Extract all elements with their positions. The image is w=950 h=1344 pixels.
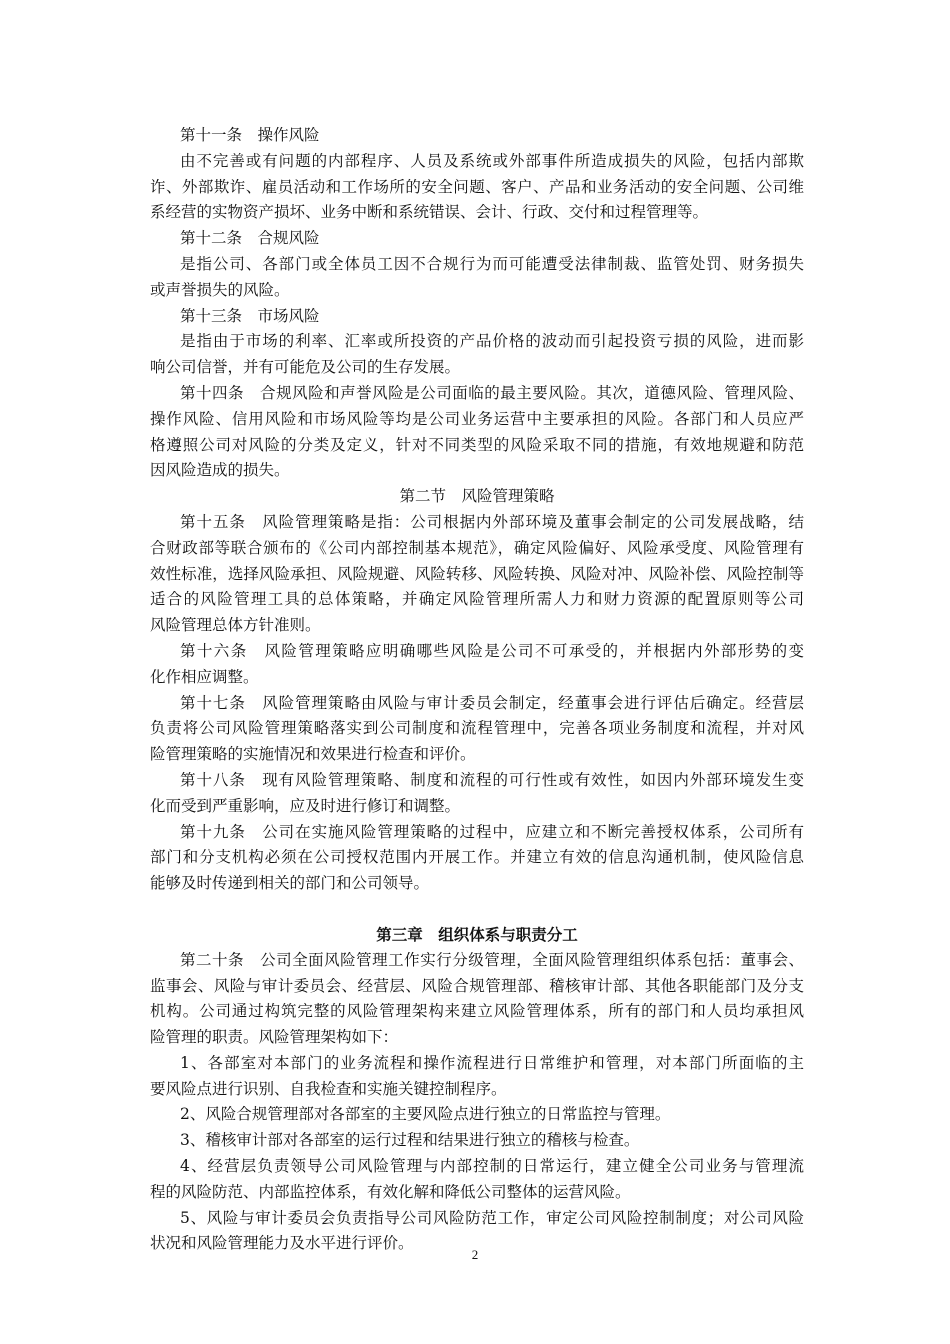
- paragraph-line: 第二十条 公司全面风险管理工作实行分级管理，全面风险管理组织体系包括：董事会、: [180, 950, 804, 969]
- paragraph-line: 由不完善或有问题的内部程序、人员及系统或外部事件所造成损失的风险，包括内部欺: [180, 151, 804, 170]
- list-item: 1、各部室对本部门的业务流程和操作流程进行日常维护和管理，对本部门所面临的主: [180, 1053, 804, 1072]
- paragraph-line: 因风险造成的损失。: [150, 461, 290, 480]
- paragraph-line: 状况和风险管理能力及水平进行评价。: [150, 1234, 414, 1253]
- paragraph-line: 第十八条 现有风险管理策略、制度和流程的可行性或有效性，如因内外部环境发生变: [180, 770, 804, 789]
- paragraph-line: 第十五条 风险管理策略是指：公司根据内外部环境及董事会制定的公司发展战略，结: [180, 512, 804, 531]
- paragraph-line: 险管理的职责。风险管理架构如下：: [150, 1028, 399, 1047]
- page-number: 2: [471, 1247, 479, 1262]
- list-item: 3、稽核审计部对各部室的运行过程和结果进行独立的稽核与检查。: [180, 1131, 640, 1150]
- paragraph-line: 化作相应调整。: [150, 667, 259, 686]
- paragraph-line: 第十四条 合规风险和声誉风险是公司面临的最主要风险。其次，道德风险、管理风险、: [180, 383, 804, 402]
- paragraph-line: 能够及时传递到相关的部门和公司领导。: [150, 874, 430, 893]
- article-13-heading: 第十三条 市场风险: [180, 306, 320, 325]
- paragraph-line: 格遵照公司对风险的分类及定义，针对不同类型的风险采取不同的措施，有效地规避和防范: [150, 435, 804, 454]
- paragraph-line: 适合的风险管理工具的总体策略，并确定风险管理所需人力和财力资源的配置原则等公司: [150, 590, 804, 609]
- paragraph-line: 是指公司、各部门或全体员工因不合规行为而可能遭受法律制裁、监管处罚、财务损失: [180, 254, 804, 273]
- paragraph-line: 响公司信誉，并有可能危及公司的生存发展。: [150, 358, 461, 377]
- chapter-heading: 第三章 组织体系与职责分工: [376, 924, 578, 944]
- paragraph-line: 效性标准，选择风险承担、风险规避、风险转移、风险转换、风险对冲、风险补偿、风险控制等: [150, 564, 804, 583]
- paragraph-line: 机构。公司通过构筑完整的风险管理架构来建立风险管理体系，所有的部门和人员均承担风: [150, 1002, 804, 1021]
- paragraph-line: 第十六条 风险管理策略应明确哪些风险是公司不可承受的，并根据内外部形势的变: [180, 641, 804, 660]
- paragraph-line: 险管理策略的实施情况和效果进行检查和评价。: [150, 745, 476, 764]
- paragraph-line: 是指由于市场的利率、汇率或所投资的产品价格的波动而引起投资亏损的风险，进而影: [180, 332, 804, 351]
- page-body: [150, 123, 804, 1257]
- paragraph-line: 程的风险防范、内部监控体系，有效化解和降低公司整体的运营风险。: [150, 1182, 631, 1201]
- paragraph-line: 第十九条 公司在实施风险管理策略的过程中，应建立和不断完善授权体系，公司所有: [180, 822, 804, 841]
- list-item: 5、风险与审计委员会负责指导公司风险防范工作，审定公司风险控制制度；对公司风险: [180, 1208, 804, 1227]
- paragraph-line: 部门和分支机构必须在公司授权范围内开展工作。并建立有效的信息沟通机制，使风险信息: [150, 848, 804, 867]
- paragraph-line: 操作风险、信用风险和市场风险等均是公司业务运营中主要承担的风险。各部门和人员应严: [150, 409, 804, 428]
- paragraph-line: 合财政部等联合颁布的《公司内部控制基本规范》，确定风险偏好、风险承受度、风险管理有: [150, 538, 804, 557]
- paragraph-line: 风险管理总体方针准则。: [150, 616, 321, 635]
- list-item: 4、经营层负责领导公司风险管理与内部控制的日常运行，建立健全公司业务与管理流: [180, 1157, 804, 1176]
- article-11-heading: 第十一条 操作风险: [180, 126, 320, 144]
- paragraph-line: 监事会、风险与审计委员会、经营层、风险合规管理部、稽核审计部、其他各职能部门及分支: [150, 976, 804, 995]
- paragraph-line: 负责将公司风险管理策略落实到公司制度和流程管理中，完善各项业务制度和流程，并对风: [150, 719, 804, 738]
- paragraph-line: 诈、外部欺诈、雇员活动和工作场所的安全问题、客户、产品和业务活动的安全问题、公司维: [150, 177, 804, 196]
- paragraph-line: 系经营的实物资产损坏、业务中断和系统错误、会计、行政、交付和过程管理等。: [150, 203, 709, 222]
- paragraph-line: 第十七条 风险管理策略由风险与审计委员会制定，经董事会进行评估后确定。经营层: [180, 693, 804, 712]
- paragraph-line: 化而受到严重影响，应及时进行修订和调整。: [150, 796, 461, 815]
- paragraph-line: 或声誉损失的风险。: [150, 280, 290, 299]
- spacer: [150, 897, 804, 922]
- section-heading: 第二节 风险管理策略: [399, 487, 555, 506]
- list-item: 2、风险合规管理部对各部室的主要风险点进行独立的日常监控与管理。: [180, 1105, 671, 1124]
- article-12-heading: 第十二条 合规风险: [180, 229, 320, 248]
- paragraph-line: 要风险点进行识别、自我检查和实施关键控制程序。: [150, 1079, 507, 1098]
